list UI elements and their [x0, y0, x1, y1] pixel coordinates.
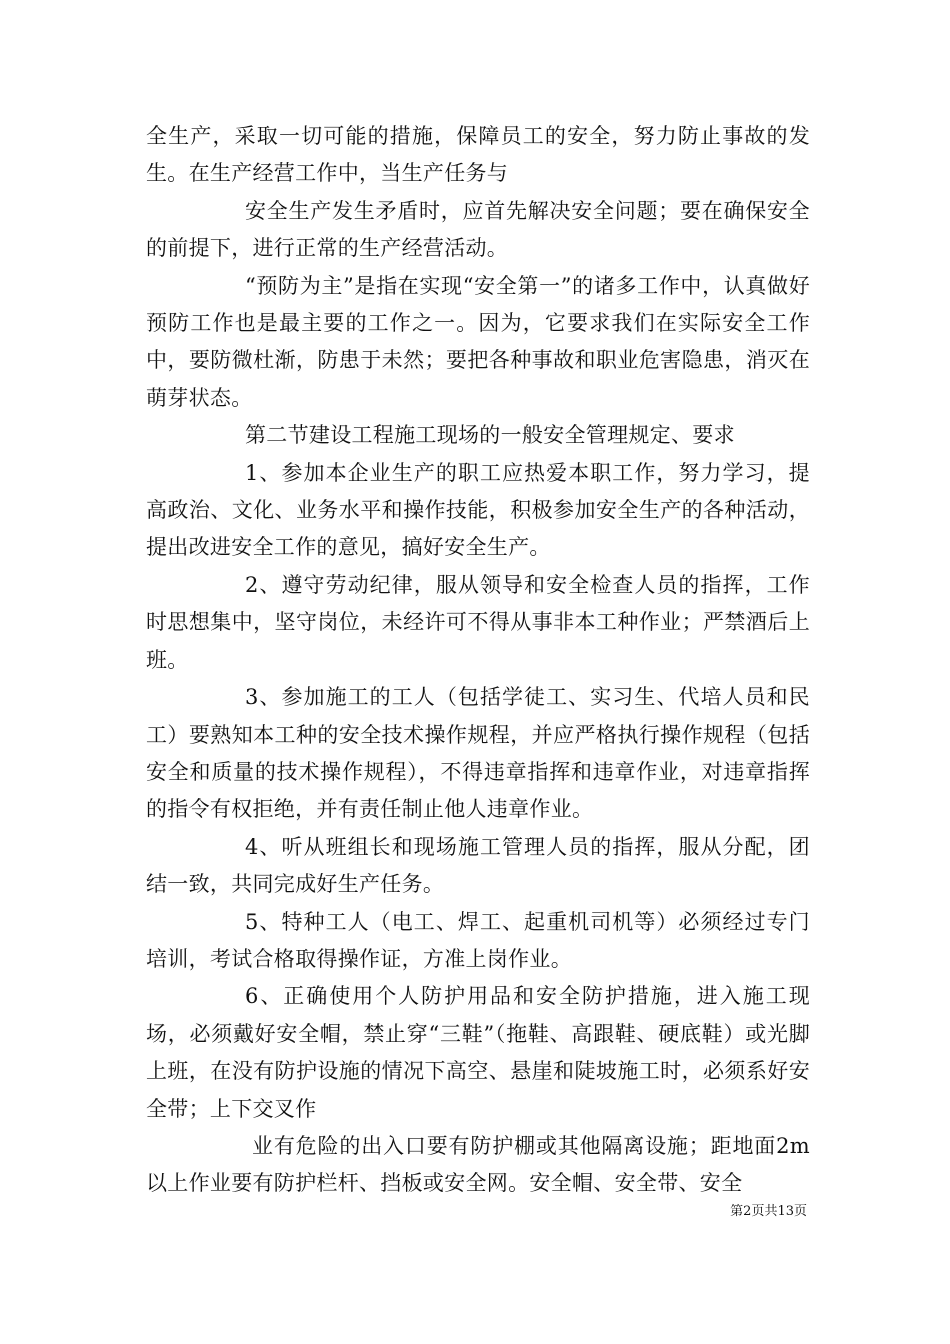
page-number-footer: 第2页共13页	[730, 1204, 807, 1219]
list-item: 3、参加施工的工人（包括学徒工、实习生、代培人员和民工）要熟知本工种的安全技术操作规程，并应严格执行操作规程（包括安全和质量的技术操作规程），不得违章指挥和违章作业，对违章指挥的指令有权拒绝，并有责任制止他人违章作业。	[146, 685, 810, 822]
list-item: 1、参加本企业生产的职工应热爱本职工作，努力学习，提高政治、文化、业务水平和操作技能，积极参加安全生产的各种活动，提出改进安全工作的意见，搞好安全生产。	[146, 460, 810, 560]
list-item: 6、正确使用个人防护用品和安全防护措施，进入施工现场，必须戴好安全帽，禁止穿“三鞋”（拖鞋、高跟鞋、硬底鞋）或光脚上班，在没有防护设施的情况下高空、悬崖和陡坡施工时，必须系好安全带；上下交叉作	[146, 984, 810, 1121]
paragraph: 业有危险的出入口要有防护棚或其他隔离设施；距地面2m以上作业要有防护栏杆、挡板或安全网。安全帽、安全带、安全	[146, 1133, 810, 1196]
list-item: 5、特种工人（电工、焊工、起重机司机等）必须经过专门培训，考试合格取得操作证，方准上岗作业。	[146, 909, 810, 971]
list-item: 2、遵守劳动纪律，服从领导和安全检查人员的指挥，工作时思想集中，坚守岗位，未经许可不得从事非本工种作业；严禁酒后上班。	[146, 572, 810, 672]
section-heading: 第二节建设工程施工现场的一般安全管理规定、要求	[245, 423, 735, 448]
paragraph: 安全生产发生矛盾时，应首先解决安全问题；要在确保安全的前提下，进行正常的生产经营活动。	[146, 198, 810, 261]
document-body	[146, 118, 810, 1203]
list-item: 4、听从班组长和现场施工管理人员的指挥，服从分配，团结一致，共同完成好生产任务。	[146, 834, 810, 897]
paragraph: “预防为主”是指在实现“安全第一”的诸多工作中，认真做好预防工作也是最主要的工作之一。因为，它要求我们在实际安全工作中，要防微杜渐，防患于未然；要把各种事故和职业危害隐患，消灭在萌芽状态。	[146, 273, 810, 410]
paragraph: 全生产，采取一切可能的措施，保障员工的安全，努力防止事故的发生。在生产经营工作中，当生产任务与	[146, 124, 810, 186]
